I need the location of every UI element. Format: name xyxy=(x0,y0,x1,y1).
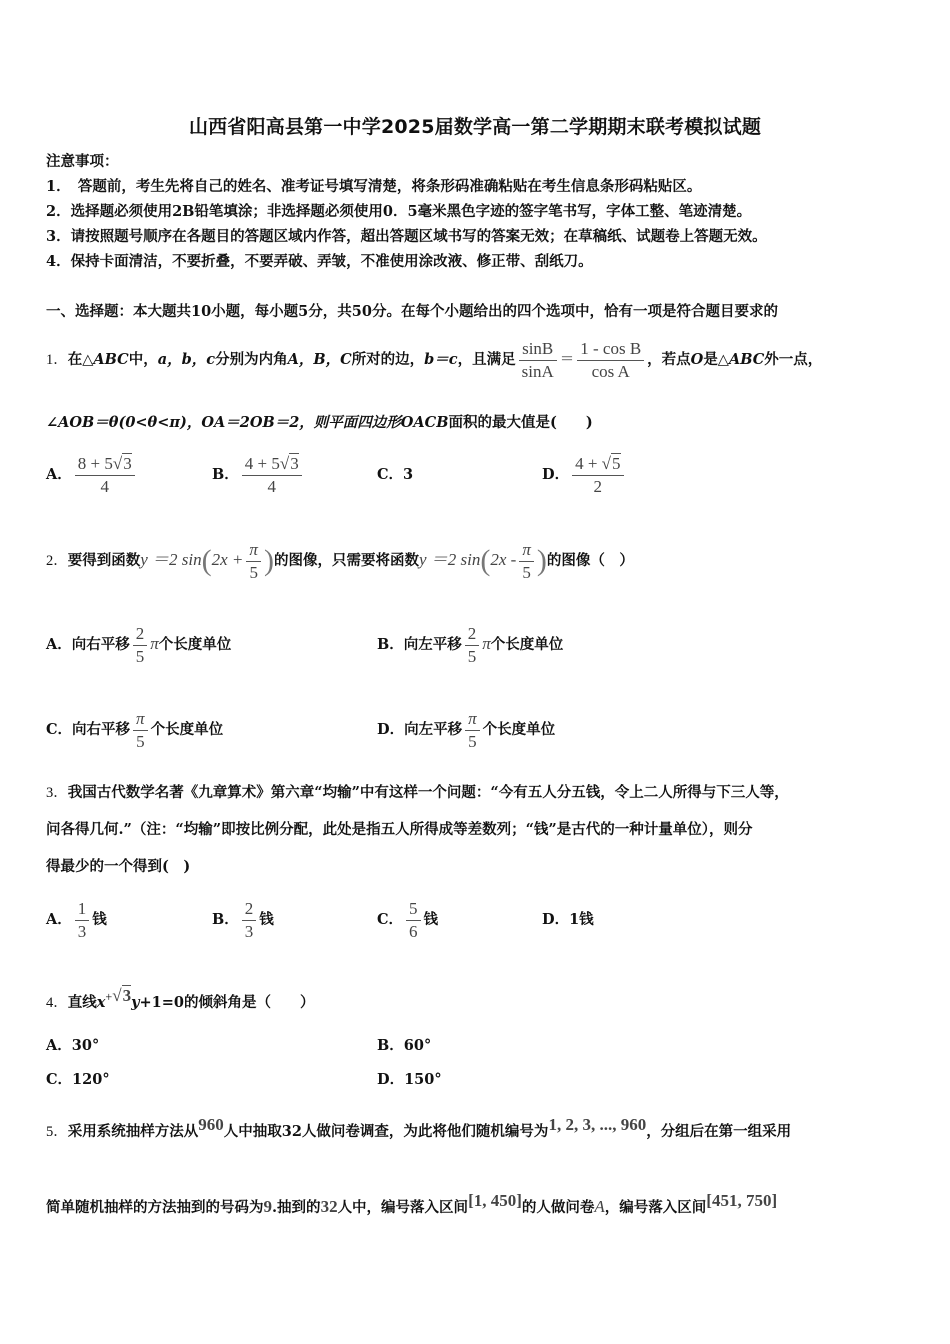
question-5 xyxy=(46,1100,791,1150)
option-label: D．向左平移 xyxy=(377,721,463,738)
question-number: 1． xyxy=(46,352,68,368)
option-fraction: $\frac{4 + √5}{2}$ xyxy=(572,453,623,498)
q2-text: 要得到函数 xyxy=(67,552,141,569)
q5-text: ，分组后在第一组采用 xyxy=(646,1122,792,1140)
q5-text: .抽到的 xyxy=(272,1198,321,1216)
var-y: y xyxy=(131,993,140,1011)
q1-fraction-rhs: $\frac{\text{1 - cos B}}{\text{cos A}}$ xyxy=(577,338,644,383)
notice-item: 2．选择题必须使用2B铅笔填涂；非选择题必须使用0．5毫米黑色字迹的签字笔书写，字体工整、笔迹清楚。 xyxy=(46,203,752,220)
q5-interval-2: [451, 750] xyxy=(706,1191,778,1210)
q1-fraction-lhs: $\frac{\sin B}{\sin A}$ xyxy=(519,338,557,383)
option-fraction: $\frac{5}{6}$ xyxy=(406,898,421,943)
notice-item: 1． 答题前，考生先将自己的姓名、准考证号填写清楚，将条形码准确粘贴在考生信息条形码粘贴区。 xyxy=(46,178,702,195)
option-unit: 个长度单位 xyxy=(150,721,224,738)
q2-fraction: $\frac{\pi}{5}$ xyxy=(519,539,534,584)
q1-text: 所对的边， xyxy=(351,351,425,368)
section-heading: 一、选择题：本大题共10小题，每小题5分，共50分。在每个小题给出的四个选项中，恰有一项是符合题目要求的 xyxy=(46,303,778,320)
q5-text: 采用系统抽样方法从 xyxy=(67,1122,199,1140)
q2-fraction: $\frac{\pi}{5}$ xyxy=(246,539,261,584)
q5-text: 的人做问卷 xyxy=(521,1198,595,1216)
option-label: D． xyxy=(542,466,570,483)
question-5-line-2 xyxy=(46,1176,777,1226)
q2-text: 的图像，只需要将函数 xyxy=(273,552,419,569)
q5-interval-1: [1, 450] xyxy=(468,1191,522,1210)
q2-option-b[interactable] xyxy=(377,614,563,674)
q1-text: 是△ xyxy=(703,351,729,368)
option-label: A． xyxy=(46,911,72,928)
option-unit: 钱 xyxy=(423,911,439,928)
option-label: D． xyxy=(542,911,570,928)
q2-function-1: y ＝2 sin xyxy=(140,550,202,569)
q4-option-a[interactable]: A．30° xyxy=(46,1037,100,1054)
notice-item: 4．保持卡面清洁，不要折叠，不要弄破、弄皱，不准使用涂改液、修正带、刮纸刀。 xyxy=(46,253,593,270)
q1-option-d[interactable] xyxy=(542,450,627,500)
option-unit: 个长度单位 xyxy=(490,636,564,653)
notice-heading: 注意事项： xyxy=(46,153,119,170)
option-label: C． xyxy=(377,911,404,928)
q3-option-a[interactable] xyxy=(46,890,107,950)
pi-symbol: π xyxy=(482,634,491,653)
option-unit: 钱 xyxy=(92,911,107,928)
equals-sign: ＝ xyxy=(559,352,575,368)
option-label: C． xyxy=(377,466,404,483)
plus-sign: + xyxy=(105,990,113,1004)
question-1-line-2 xyxy=(46,413,593,433)
q3-option-b[interactable] xyxy=(212,890,274,950)
question-3 xyxy=(46,783,789,803)
q4-text: +1=0的倾斜角是（ ） xyxy=(139,993,315,1011)
option-fraction: $\frac{\pi}{5}$ xyxy=(133,708,148,753)
q1-triangle: ABC xyxy=(93,351,129,368)
q1-point: O xyxy=(690,351,704,368)
option-unit: 钱 xyxy=(259,911,274,928)
q1-text: ∠AOB＝θ(0<θ<π)，OA＝2OB＝2，则平面四边形 xyxy=(46,414,401,431)
q4-option-b[interactable]: B．60° xyxy=(377,1037,432,1054)
sqrt-3: √3 xyxy=(112,986,132,1005)
option-label: C．向右平移 xyxy=(46,721,131,738)
q4-option-d[interactable]: D．150° xyxy=(377,1071,442,1088)
var-x: x xyxy=(96,993,106,1011)
q5-number: 9 xyxy=(263,1196,272,1216)
q4-text: 直线 xyxy=(67,993,97,1011)
q5-total: 960 xyxy=(198,1115,224,1134)
question-number: 4． xyxy=(46,994,68,1011)
page-title: 山西省阳高县第一中学2025届数学高一第二学期期末联考模拟试题 xyxy=(188,116,762,138)
notice-item: 3．请按照题号顺序在各题目的答题区域内作答，超出答题区域书写的答案无效；在草稿纸、试题卷上答题无效。 xyxy=(46,228,767,245)
q1-condition: b＝c xyxy=(424,351,458,368)
option-label: A．向右平移 xyxy=(46,636,130,653)
q1-text: 在△ xyxy=(67,351,94,368)
option-value: 1钱 xyxy=(569,911,594,928)
q3-option-d[interactable] xyxy=(542,890,594,950)
q1-text: ，且满足 xyxy=(457,351,516,368)
question-number: 5． xyxy=(46,1123,68,1140)
q2-function-1-arg: 2x + xyxy=(211,550,244,569)
q5-text: 简单随机抽样的方法抽到的号码为 xyxy=(46,1198,264,1216)
question-2: 2．要得到函数y ＝2 sin(2x + $\frac{\pi}{5}$ )的图像，只需要将函数y ＝2 sin(2x - $\frac{\pi}{5}$ )的图像（ ） xyxy=(46,539,634,582)
q1-text: 外一点， xyxy=(764,351,823,368)
q2-text: 的图像（ ） xyxy=(546,552,634,569)
q2-function-2-arg: 2x - xyxy=(490,550,517,569)
q1-text: ，若点 xyxy=(647,351,691,368)
q2-option-a[interactable] xyxy=(46,614,231,674)
question-1 xyxy=(46,330,822,390)
pi-symbol: π xyxy=(150,634,159,653)
q2-function-2: y ＝2 sin xyxy=(418,550,481,569)
q5-text: ，编号落入区间 xyxy=(604,1198,707,1216)
q5-survey-a: A xyxy=(594,1196,605,1216)
q5-text: 人中，编号落入区间 xyxy=(337,1198,469,1216)
q5-sequence: 1, 2, 3, ..., 960 xyxy=(548,1115,647,1134)
q1-text: 中， xyxy=(128,351,158,368)
option-label: B． xyxy=(212,911,239,928)
q2-option-d[interactable] xyxy=(377,700,555,760)
option-fraction: $\frac{2}{3}$ xyxy=(242,898,257,943)
q1-option-a[interactable] xyxy=(46,450,138,500)
q1-triangle: ABC xyxy=(728,351,765,368)
question-number: 2． xyxy=(46,553,68,569)
q4-option-c[interactable]: C．120° xyxy=(46,1071,110,1088)
option-unit: 个长度单位 xyxy=(158,636,232,653)
q3-text: 我国古代数学名著《九章算术》第六章“均输”中有这样一个问题：“今有五人分五钱，令上二人所得与下三人等， xyxy=(67,784,789,801)
q1-option-c[interactable] xyxy=(377,450,413,500)
option-fraction: $\frac{8 + 5√3}{4}$ xyxy=(75,453,135,498)
option-value: 3 xyxy=(403,466,414,483)
option-fraction: $\frac{4 + 5√3}{4}$ xyxy=(242,453,302,498)
q3-line-3: 得最少的一个得到( ) xyxy=(46,858,191,875)
option-fraction: $\frac{\pi}{5}$ xyxy=(465,708,480,753)
q1-text: 分别为内角 xyxy=(215,351,288,368)
q1-text: 面积的最大值是( ) xyxy=(448,414,593,431)
option-fraction: $\frac{1}{3}$ xyxy=(75,898,90,943)
q2-option-c[interactable] xyxy=(46,700,223,760)
option-label: B．向左平移 xyxy=(377,636,462,653)
option-label: A． xyxy=(46,466,72,483)
option-label: B． xyxy=(212,466,239,483)
q5-text: 人中抽取32人做问卷调查，为此将他们随机编号为 xyxy=(223,1122,549,1140)
q3-line-2: 问各得几何.”（注：“均输”即按比例分配，此处是指五人所得成等差数列；“钱”是古代的一种计量单位），则分 xyxy=(46,821,753,838)
q3-option-c[interactable] xyxy=(377,890,438,950)
option-fraction: $\frac{2}{5}$ xyxy=(465,623,480,668)
q5-number: 32 xyxy=(320,1196,338,1216)
q1-option-b[interactable] xyxy=(212,450,305,500)
option-fraction: $\frac{2}{5}$ xyxy=(133,623,148,668)
question-number: 3． xyxy=(46,785,68,801)
question-4 xyxy=(46,978,314,1014)
q1-quadrilateral: OACB xyxy=(400,414,449,431)
q1-vars: a，b，c xyxy=(157,351,216,368)
option-unit: 个长度单位 xyxy=(482,721,556,738)
q1-angles: A，B，C xyxy=(287,351,352,368)
